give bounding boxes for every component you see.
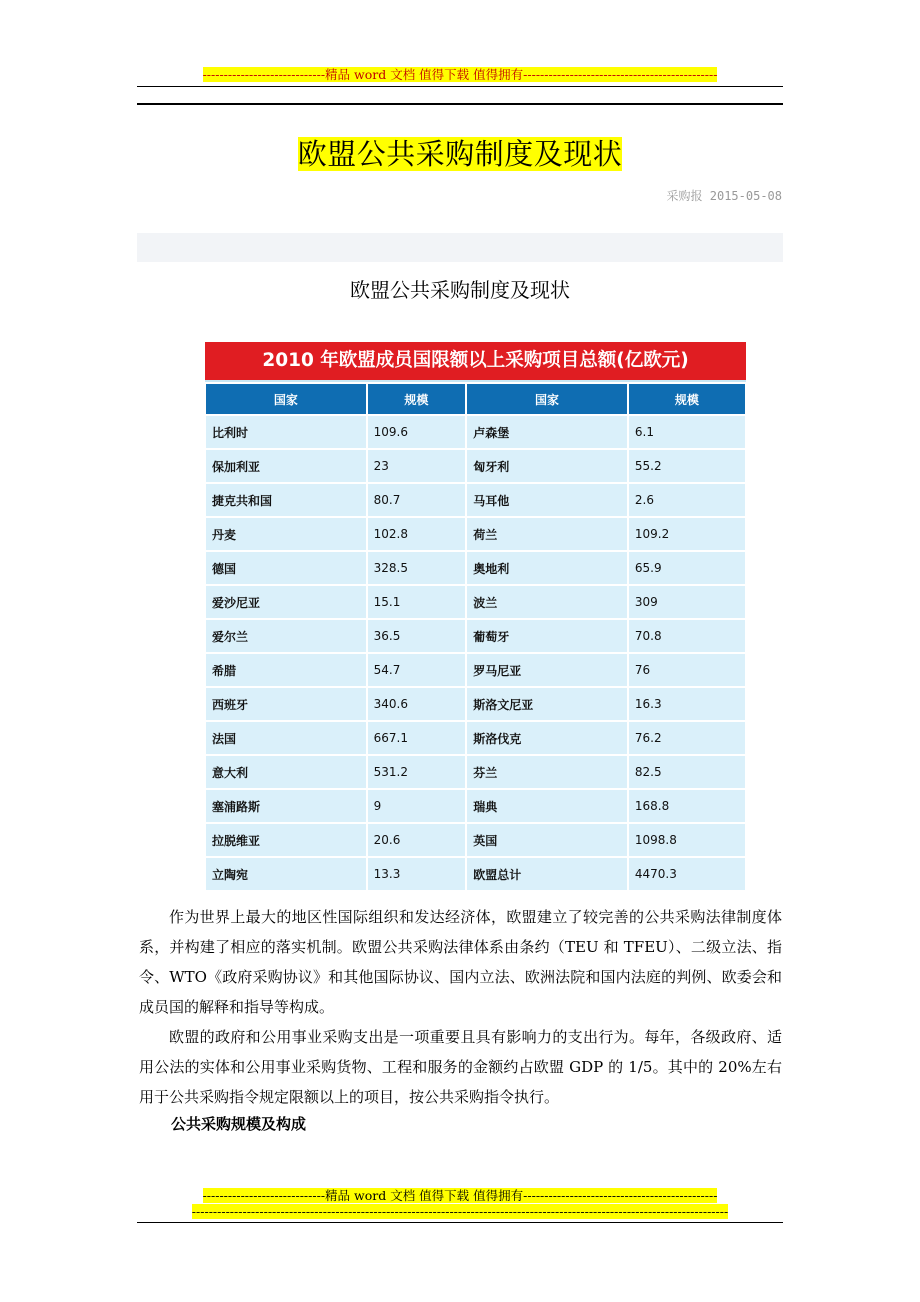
table-row [206, 654, 745, 686]
table-row [206, 858, 745, 890]
country-cell: 瑞典 [467, 790, 627, 822]
scale-cell: 102.8 [368, 518, 466, 550]
country-cell: 斯洛伐克 [467, 722, 627, 754]
footer-banner [0, 1186, 920, 1204]
country-cell: 捷克共和国 [206, 484, 366, 516]
country-cell: 卢森堡 [467, 416, 627, 448]
table-row [206, 586, 745, 618]
scale-cell: 340.6 [368, 688, 466, 720]
scale-cell: 667.1 [368, 722, 466, 754]
table-row [206, 688, 745, 720]
country-cell: 爱尔兰 [206, 620, 366, 652]
header-rule-thin [137, 86, 783, 87]
procurement-table-figure [205, 342, 746, 893]
header-rule-thick [137, 103, 783, 105]
table-header-row [206, 384, 745, 414]
scale-cell: 109.2 [629, 518, 745, 550]
country-cell: 德国 [206, 552, 366, 584]
country-cell: 保加利亚 [206, 450, 366, 482]
scale-cell: 76 [629, 654, 745, 686]
country-cell: 希腊 [206, 654, 366, 686]
scale-cell: 76.2 [629, 722, 745, 754]
scale-cell: 15.1 [368, 586, 466, 618]
scale-cell: 531.2 [368, 756, 466, 788]
country-cell: 爱沙尼亚 [206, 586, 366, 618]
country-cell: 丹麦 [206, 518, 366, 550]
scale-cell: 82.5 [629, 756, 745, 788]
scale-cell: 65.9 [629, 552, 745, 584]
country-cell: 匈牙利 [467, 450, 627, 482]
article-source: 采购报 2015-05-08 [666, 189, 782, 203]
scale-cell: 70.8 [629, 620, 745, 652]
scale-cell: 1098.8 [629, 824, 745, 856]
scale-cell: 13.3 [368, 858, 466, 890]
header-country-2: 国家 [467, 384, 627, 414]
table-row [206, 518, 745, 550]
country-cell: 欧盟总计 [467, 858, 627, 890]
country-cell: 荷兰 [467, 518, 627, 550]
table-row [206, 824, 745, 856]
table-title: 2010 年欧盟成员国限额以上采购项目总额(亿欧元) [205, 342, 746, 382]
table-row [206, 790, 745, 822]
table-row [206, 416, 745, 448]
table-row [206, 484, 745, 516]
table-body [206, 416, 745, 890]
scale-cell: 109.6 [368, 416, 466, 448]
table-row [206, 620, 745, 652]
country-cell: 立陶宛 [206, 858, 366, 890]
country-cell: 奥地利 [467, 552, 627, 584]
country-cell: 西班牙 [206, 688, 366, 720]
table-row [206, 722, 745, 754]
page-title-text: 欧盟公共采购制度及现状 [297, 137, 623, 171]
table-row [206, 450, 745, 482]
scale-cell: 309 [629, 586, 745, 618]
country-cell: 罗马尼亚 [467, 654, 627, 686]
scale-cell: 20.6 [368, 824, 466, 856]
scale-cell: 2.6 [629, 484, 745, 516]
paragraph-1: 作为世界上最大的地区性国际组织和发达经济体，欧盟建立了较完善的公共采购法律制度体系，并构建了相应的落实机制。欧盟公共采购法律体系由条约（TEU 和 TFEU）、二级立法、指令、WTO《政府采购协议》和其他国际协议、国内立法、欧洲法院和国内法庭的判例、欧委会和成员国的解释和指导等构成。 [139, 908, 782, 1016]
grey-divider-bar [137, 233, 783, 262]
body-paragraphs [139, 902, 782, 1112]
country-cell: 意大利 [206, 756, 366, 788]
page-title [0, 132, 920, 173]
section-heading: 公共采购规模及构成 [171, 1115, 307, 1133]
scale-cell: 36.5 [368, 620, 466, 652]
scale-cell: 9 [368, 790, 466, 822]
footer-banner-text: -----------------------------精品 word 文档 值得下载 值得拥有---------------------------------------------- [202, 1188, 718, 1203]
header-scale-2: 规模 [629, 384, 745, 414]
scale-cell: 80.7 [368, 484, 466, 516]
country-cell: 芬兰 [467, 756, 627, 788]
scale-cell: 328.5 [368, 552, 466, 584]
paragraph-2: 欧盟的政府和公用事业采购支出是一项重要且具有影响力的支出行为。每年，各级政府、适用公法的实体和公用事业采购货物、工程和服务的金额约占欧盟 GDP 的 1/5。其中的 20%左右用于公共采购指令规定限额以上的项目，按公共采购指令执行。 [139, 1028, 782, 1106]
table-row [206, 756, 745, 788]
country-cell: 斯洛文尼亚 [467, 688, 627, 720]
scale-cell: 54.7 [368, 654, 466, 686]
country-cell: 比利时 [206, 416, 366, 448]
footer-dashes-text: ------------------------------------------------------------------------------------------------------------------------------- [191, 1204, 729, 1219]
country-cell: 葡萄牙 [467, 620, 627, 652]
country-cell: 拉脱维亚 [206, 824, 366, 856]
header-banner [0, 64, 920, 83]
footer-dashes [0, 1204, 920, 1219]
scale-cell: 168.8 [629, 790, 745, 822]
header-banner-text: -----------------------------精品 word 文档 值得下载 值得拥有---------------------------------------------- [202, 67, 718, 82]
article-subtitle: 欧盟公共采购制度及现状 [350, 278, 570, 302]
country-cell: 英国 [467, 824, 627, 856]
scale-cell: 4470.3 [629, 858, 745, 890]
scale-cell: 6.1 [629, 416, 745, 448]
table-row [206, 552, 745, 584]
country-cell: 马耳他 [467, 484, 627, 516]
country-cell: 波兰 [467, 586, 627, 618]
scale-cell: 16.3 [629, 688, 745, 720]
header-scale-1: 规模 [368, 384, 466, 414]
scale-cell: 23 [368, 450, 466, 482]
header-country-1: 国家 [206, 384, 366, 414]
country-cell: 塞浦路斯 [206, 790, 366, 822]
procurement-table [204, 382, 747, 892]
scale-cell: 55.2 [629, 450, 745, 482]
country-cell: 法国 [206, 722, 366, 754]
footer-rule [137, 1222, 783, 1223]
